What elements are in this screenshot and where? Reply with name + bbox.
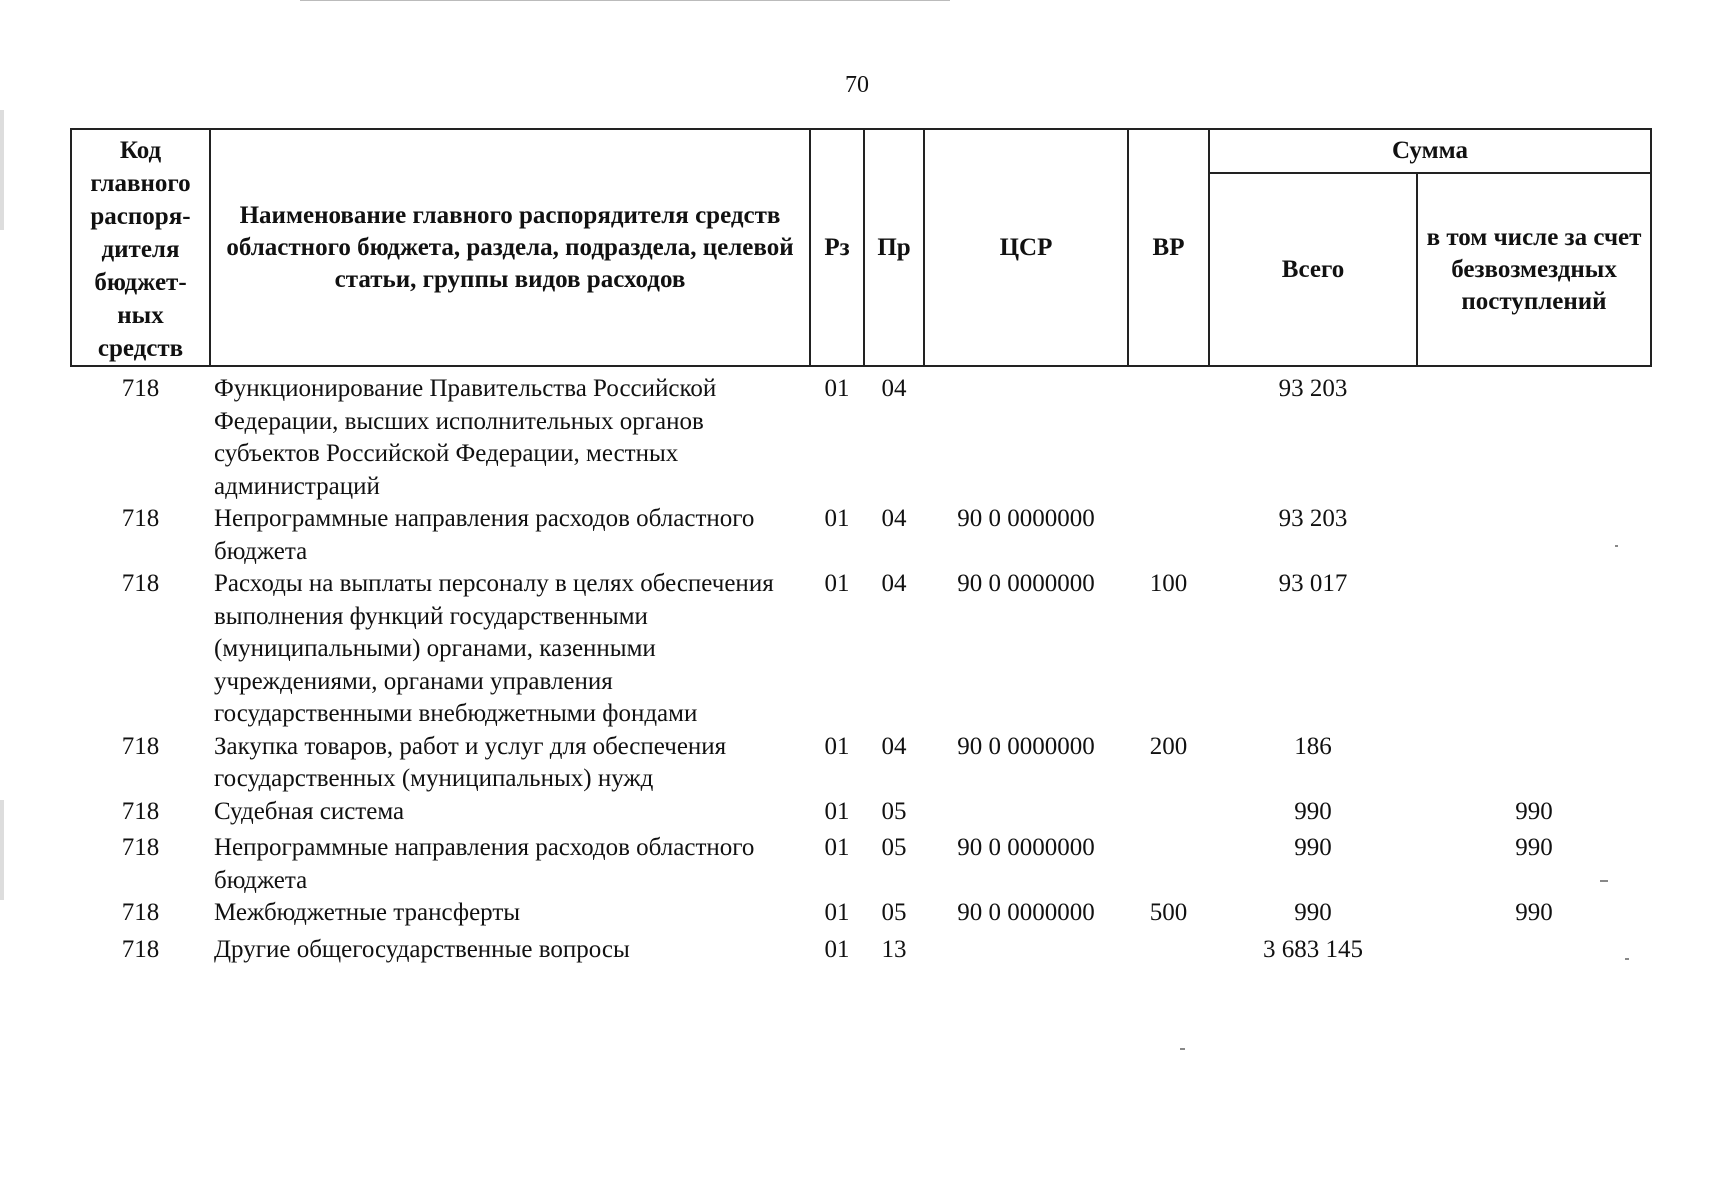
cell-name: Судебная система <box>214 797 405 825</box>
cell-total: 990 <box>1294 834 1332 861</box>
cell-rz: 01 <box>824 732 850 760</box>
cell-csr: 90 0 0000000 <box>957 732 1095 760</box>
scan-speck <box>1625 958 1629 960</box>
cell-pr: 05 <box>881 834 907 861</box>
cell-rz: 01 <box>824 797 850 825</box>
header-sum: Сумма <box>1209 129 1651 173</box>
scan-speck <box>1615 545 1618 547</box>
cell-name: Закупка товаров, работ и услуг для обеспечения государственных (муниципальных) нужд <box>214 732 727 792</box>
cell-free <box>1417 930 1651 967</box>
cell-csr: 90 0 0000000 <box>957 570 1095 597</box>
cell-free: 990 <box>1515 834 1553 861</box>
cell-free <box>1417 366 1651 503</box>
header-code: Код главного распоря-дителя бюджет-ных средств <box>71 129 210 366</box>
cell-rz: 01 <box>824 834 850 861</box>
cell-vr <box>1128 796 1209 829</box>
cell-total: 990 <box>1294 797 1332 825</box>
table-row <box>71 796 1651 829</box>
cell-csr <box>924 796 1128 829</box>
cell-free <box>1417 568 1651 731</box>
cell-total: 990 <box>1294 899 1332 926</box>
scan-edge-mark <box>0 110 4 230</box>
cell-free: 990 <box>1515 899 1553 926</box>
cell-name: Другие общегосударственные вопросы <box>214 935 630 963</box>
cell-csr <box>924 930 1128 967</box>
cell-code: 718 <box>121 570 160 597</box>
header-rz: Рз <box>810 129 864 366</box>
cell-name: Непрограммные направления расходов областного бюджета <box>214 505 755 565</box>
cell-name: Расходы на выплаты персоналу в целях обеспечения выполнения функций государственными (муниципальными) органами, казенными учреждениями, органами управления государственными внебюджетными фондами <box>214 570 774 727</box>
cell-rz: 01 <box>824 935 850 963</box>
scan-speck <box>1180 1048 1185 1050</box>
table-row <box>71 366 1651 503</box>
cell-code: 718 <box>121 797 160 825</box>
top-scan-rule <box>300 0 950 1</box>
cell-code: 718 <box>121 834 160 861</box>
cell-pr: 04 <box>881 505 907 532</box>
cell-csr: 90 0 0000000 <box>957 505 1095 532</box>
cell-rz: 01 <box>824 899 850 926</box>
table-row <box>71 930 1651 967</box>
cell-pr: 04 <box>881 732 907 760</box>
cell-pr: 04 <box>881 570 907 597</box>
header-total: Всего <box>1209 173 1417 366</box>
cell-code: 718 <box>121 732 160 760</box>
cell-total: 93 203 <box>1278 505 1348 532</box>
cell-vr: 200 <box>1149 732 1188 760</box>
cell-vr: 100 <box>1149 570 1188 597</box>
cell-csr <box>924 366 1128 503</box>
table-row <box>71 897 1651 930</box>
page-number: 70 <box>845 72 869 98</box>
scan-edge-mark <box>0 800 4 900</box>
table-row <box>71 568 1651 731</box>
header-name: Наименование главного распорядителя средств областного бюджета, раздела, подраздела, целевой статьи, группы видов расходов <box>210 129 810 366</box>
cell-name: Функционирование Правительства Российской Федерации, высших исполнительных органов субъектов Российской Федерации, местных администраций <box>214 375 717 500</box>
budget-table <box>70 128 1652 966</box>
cell-free <box>1417 731 1651 796</box>
table-row <box>71 731 1651 796</box>
cell-vr <box>1128 930 1209 967</box>
cell-total: 186 <box>1294 732 1332 760</box>
cell-code: 718 <box>121 935 160 963</box>
cell-free: 990 <box>1515 797 1553 825</box>
cell-code: 718 <box>121 505 160 532</box>
table-body <box>71 366 1651 966</box>
cell-vr <box>1128 366 1209 503</box>
cell-rz: 01 <box>824 570 850 597</box>
cell-total: 93 017 <box>1278 570 1348 597</box>
cell-rz: 01 <box>824 375 850 402</box>
scan-speck <box>1600 880 1608 882</box>
cell-csr: 90 0 0000000 <box>957 834 1095 861</box>
header-vr: ВР <box>1128 129 1209 366</box>
cell-pr: 04 <box>881 375 907 402</box>
cell-rz: 01 <box>824 505 850 532</box>
cell-code: 718 <box>121 375 160 402</box>
cell-vr <box>1128 503 1209 568</box>
table-row <box>71 828 1651 897</box>
cell-name: Межбюджетные трансферты <box>214 899 521 926</box>
cell-csr: 90 0 0000000 <box>957 899 1095 926</box>
cell-pr: 13 <box>881 935 907 963</box>
cell-vr: 500 <box>1149 899 1188 926</box>
cell-total: 93 203 <box>1278 375 1348 402</box>
header-csr: ЦСР <box>924 129 1128 366</box>
cell-code: 718 <box>121 899 160 926</box>
cell-free <box>1417 503 1651 568</box>
cell-total: 3 683 145 <box>1263 935 1363 963</box>
cell-name: Непрограммные направления расходов областного бюджета <box>214 834 755 894</box>
table-row <box>71 503 1651 568</box>
cell-pr: 05 <box>881 797 907 825</box>
header-pr: Пр <box>864 129 924 366</box>
header-free: в том числе за счет безвозмездных поступлений <box>1417 173 1651 366</box>
cell-vr <box>1128 828 1209 897</box>
cell-pr: 05 <box>881 899 907 926</box>
table-header <box>71 129 1651 366</box>
